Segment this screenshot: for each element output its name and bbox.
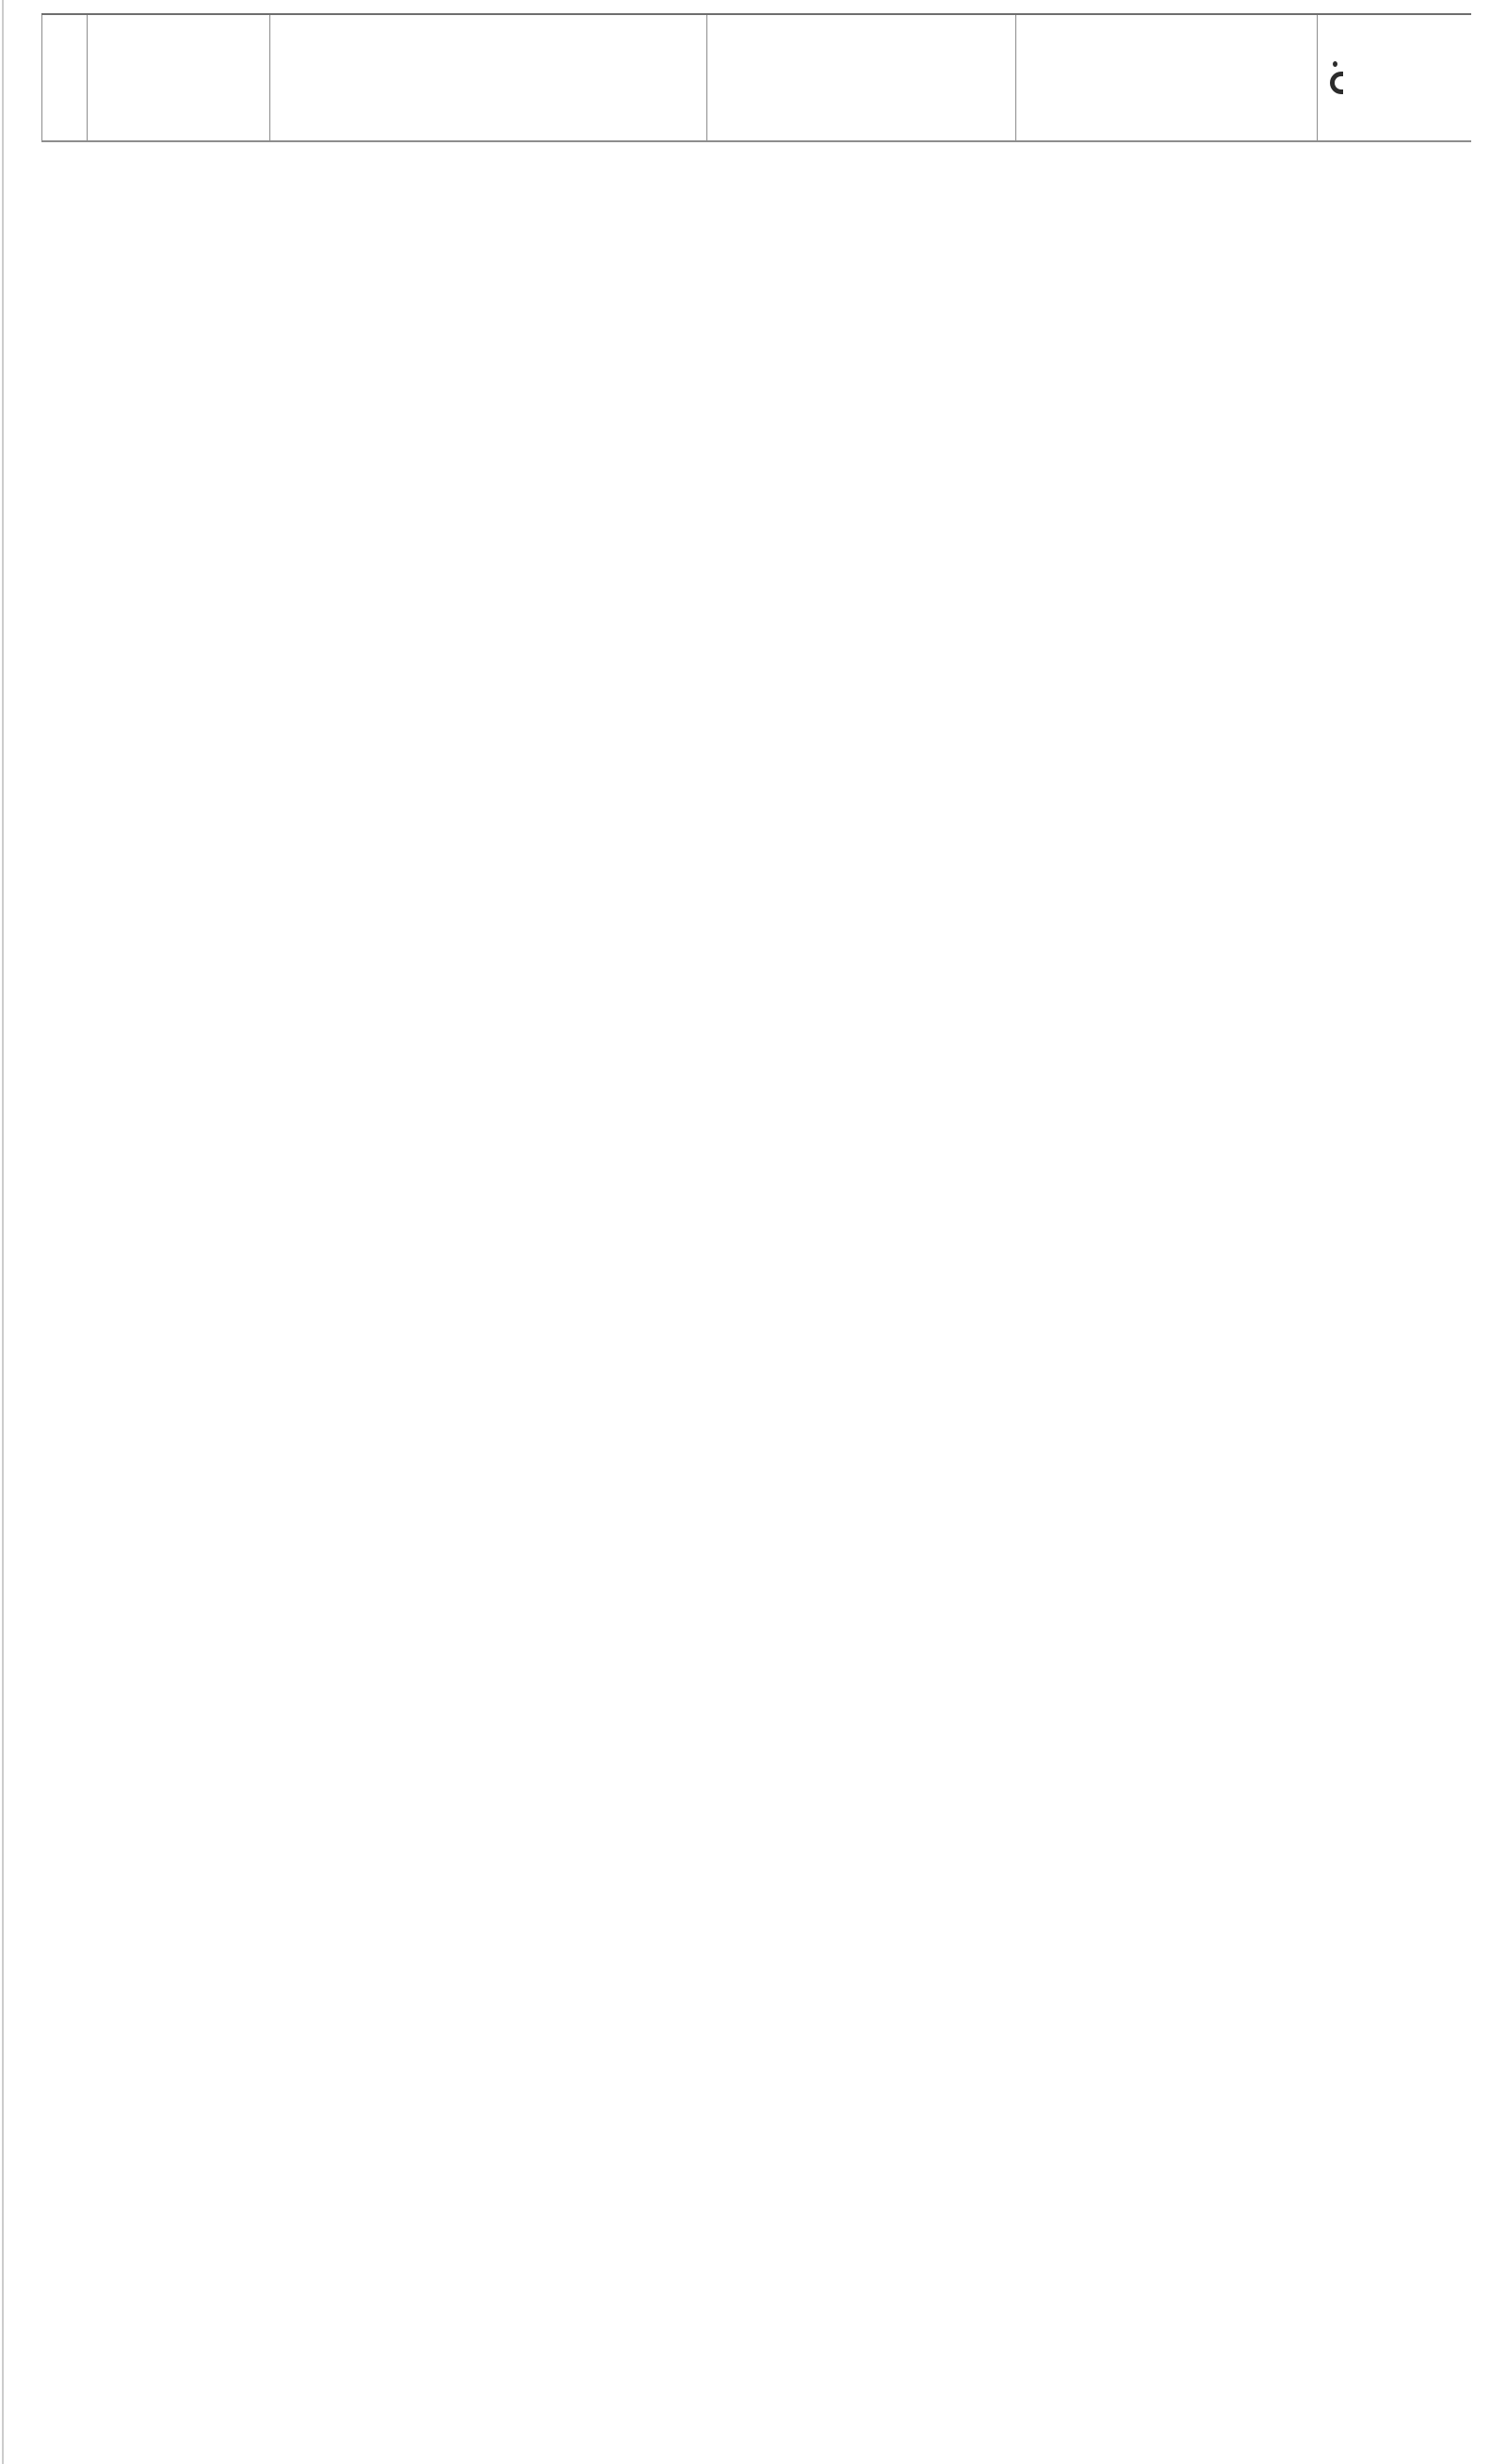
col-header-tt: [42, 14, 88, 141]
col-header-major-code: [707, 14, 1016, 141]
page-edge-line: [2, 0, 4, 2464]
header-label: [1323, 47, 1471, 109]
admissions-table-wrapper: [41, 13, 1471, 2464]
clipped-text-remnant: [0, 0, 1507, 12]
col-header-program-name: [270, 14, 707, 141]
admissions-table: [41, 13, 1471, 142]
header-row: [42, 14, 1472, 141]
clipped-glyph-fragment: [1330, 63, 1339, 91]
col-header-doubled-subject: [1318, 14, 1472, 141]
col-header-admission-code: [88, 14, 270, 141]
col-header-subject-combination: [1016, 14, 1318, 141]
